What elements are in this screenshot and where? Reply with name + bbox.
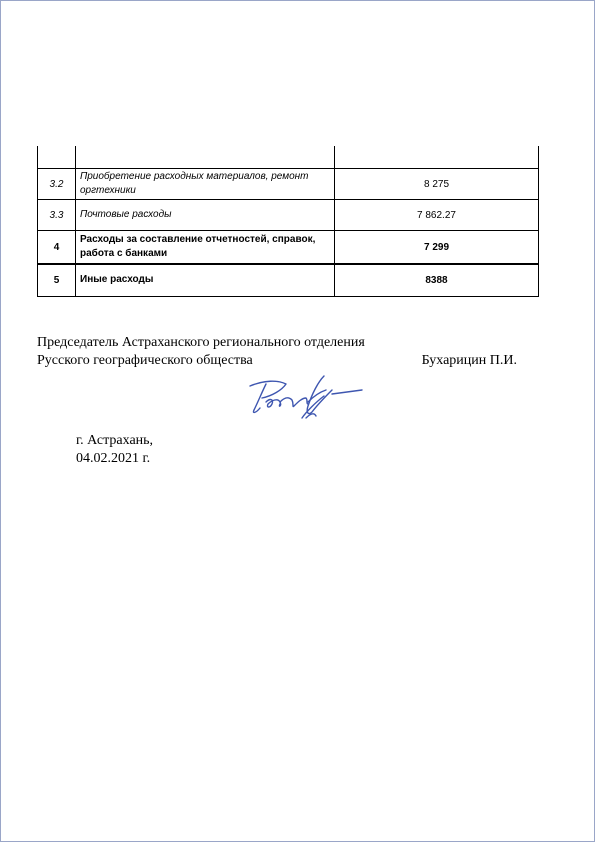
row-number: 4 xyxy=(38,231,76,265)
row-number: 5 xyxy=(38,264,76,297)
table-row xyxy=(38,264,539,297)
expense-table xyxy=(37,146,539,297)
table-row xyxy=(38,200,539,231)
signatory-title-line2: Русского географического общества xyxy=(37,353,253,368)
row-description: Расходы за составление отчетностей, справок, работа с банками xyxy=(76,231,335,265)
signatory-title-line1: Председатель Астраханского регионального отделения xyxy=(37,335,365,350)
row-amount: 7 299 xyxy=(335,231,539,265)
city: г. Астрахань, xyxy=(76,433,154,448)
signatory-line2 xyxy=(37,352,517,370)
row-description: Приобретение расходных материалов, ремонт оргтехники xyxy=(76,169,335,200)
row-amount: 8388 xyxy=(335,264,539,297)
table-row xyxy=(38,169,539,200)
row-amount: 8 275 xyxy=(335,169,539,200)
row-amount xyxy=(335,146,539,169)
place-date-block xyxy=(76,432,153,468)
row-description: Почтовые расходы xyxy=(76,200,335,231)
row-amount: 7 862.27 xyxy=(335,200,539,231)
row-number: 3.2 xyxy=(38,169,76,200)
row-number xyxy=(38,146,76,169)
table-row xyxy=(38,146,539,169)
signatory-name: Бухарицин П.И. xyxy=(421,353,517,368)
row-description: Иные расходы xyxy=(76,264,335,297)
handwritten-signature xyxy=(236,372,366,430)
document-date: 04.02.2021 г. xyxy=(76,451,151,466)
row-number: 3.3 xyxy=(38,200,76,231)
table-row xyxy=(38,231,539,265)
row-description xyxy=(76,146,335,169)
signatory-block xyxy=(37,334,517,370)
